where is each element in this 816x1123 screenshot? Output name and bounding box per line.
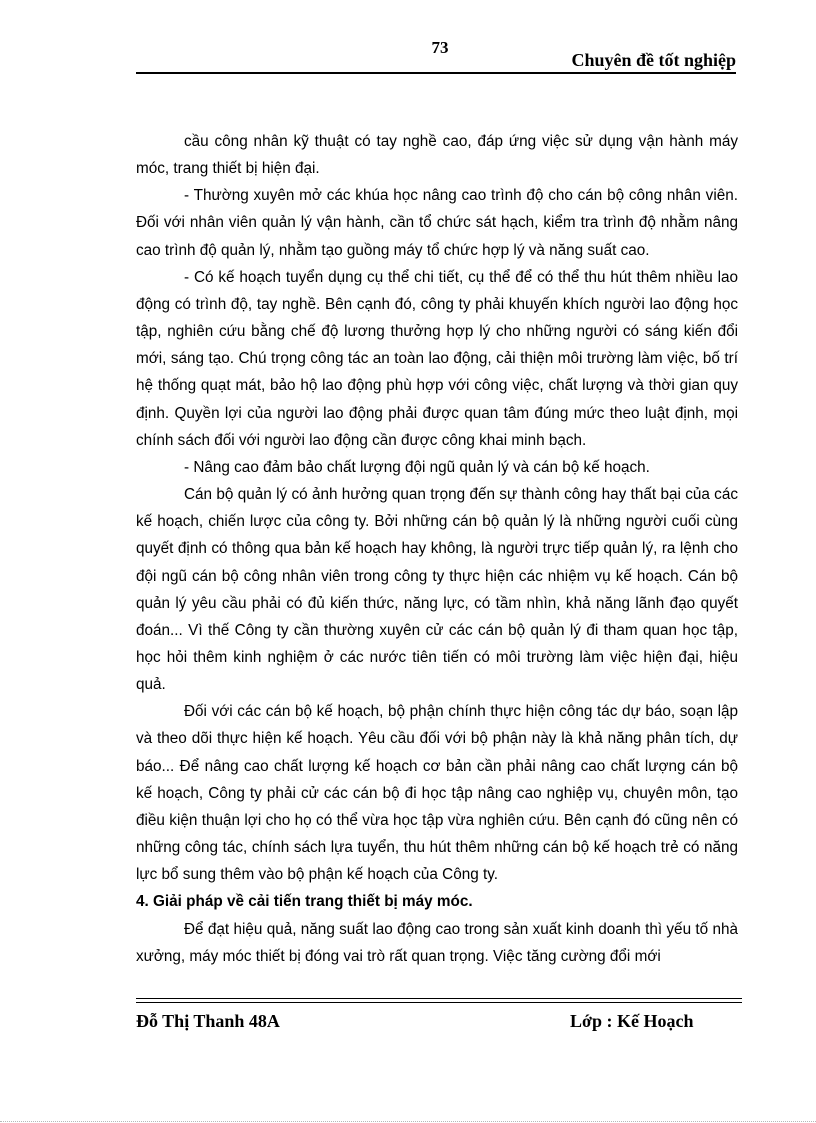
section-heading: 4. Giải pháp về cải tiến trang thiết bị máy móc. [136,893,473,911]
paragraph: - Thường xuyên mở các khúa học nâng cao trình độ cho cán bộ công nhân viên. Đối với nhân viên quản lý vận hành, cần tổ chức sát hạch, kiểm tra trình độ nhằm nâng cao trình độ quản lý, nhằm tạo guồng máy tổ chức hợp lý và năng suất cao. [136,187,738,259]
paragraph: - Nâng cao đảm bảo chất lượng đội ngũ quản lý và cán bộ kế hoạch. [184,458,650,476]
footer-class-label: Lớp : Kế Hoạch [570,1011,694,1031]
paragraph: Cán bộ quản lý có ảnh hưởng quan trọng đến sự thành công hay thất bại của các kế hoạch, chiến lược của công ty. Bởi những cán bộ quản lý là những người cuối cùng quyết định có thông qua bản kế hoạch hay không, là người trực tiếp quản lý, ra lệnh cho đội ngũ cán bộ công nhân viên trong công ty thực hiện các nhiệm vụ kế hoạch. Cán bộ quản lý yêu cầu phải có đủ kiến thức, năng lực, có tầm nhìn, khả năng lãnh đạo quyết đoán... Vì thế Công ty cần thường xuyên cử các cán bộ quản lý đi tham quan học tập, học hỏi thêm kinh nghiệm ở các nước tiên tiến có môi trường làm việc hiện đại, hiệu quả. [136,486,738,694]
paragraph: Đối với các cán bộ kế hoạch, bộ phận chính thực hiện công tác dự báo, soạn lập và theo dõi thực hiện kế hoạch. Yêu cầu đối với bộ phận này là khả năng phân tích, dự báo... Để nâng cao chất lượng kế hoạch cơ bản cần phải nâng cao chất lượng cán bộ kế hoạch, Công ty phải cử các cán bộ đi học tập nâng cao nghiệp vụ, chuyên môn, tạo điều kiện thuận lợi cho họ có thể vừa học tập vừa nghiên cứu. Bên cạnh đó cũng nên có những công tác, chính sách lựa tuyển, thu hút thêm những cán bộ kế hoạch trẻ có năng lực bổ sung thêm vào bộ phận kế hoạch của Công ty. [136,703,738,884]
paragraph: - Có kế hoạch tuyển dụng cụ thể chi tiết, cụ thể để có thể thu hút thêm nhiều lao động có trình độ, tay nghề. Bên cạnh đó, công ty phải khuyến khích người lao động học tập, nghiên cứu bằng chế độ lương thưởng hợp lý cho những người có sáng kiến đổi mới, sáng tạo. Chú trọng công tác an toàn lao động, cải thiện môi trường làm việc, bố trí hệ thống quạt mát, bảo hộ lao động phù hợp với công việc, chất lượng và thời gian quy định. Quyền lợi của người lao động phải được quan tâm đúng mức theo luật định, mọi chính sách đối với người lao động cần được công khai minh bạch. [136,268,738,449]
footer-author: Đỗ Thị Thanh 48A [136,1011,280,1031]
document-body [136,128,738,970]
page-bottom-edge [0,1121,816,1122]
document-header-title: Chuyên đề tốt nghiệp [571,50,736,70]
page-number: 73 [431,38,449,57]
paragraph: cầu công nhân kỹ thuật có tay nghề cao, đáp ứng việc sử dụng vận hành máy móc, trang thiết bị hiện đại. [136,133,738,178]
footer-divider [136,998,742,1003]
header-divider [136,72,736,74]
paragraph: Để đạt hiệu quả, năng suất lao động cao trong sản xuất kinh doanh thì yếu tố nhà xưởng, máy móc thiết bị đóng vai trò rất quan trọng. Việc tăng cường đổi mới [136,920,738,965]
